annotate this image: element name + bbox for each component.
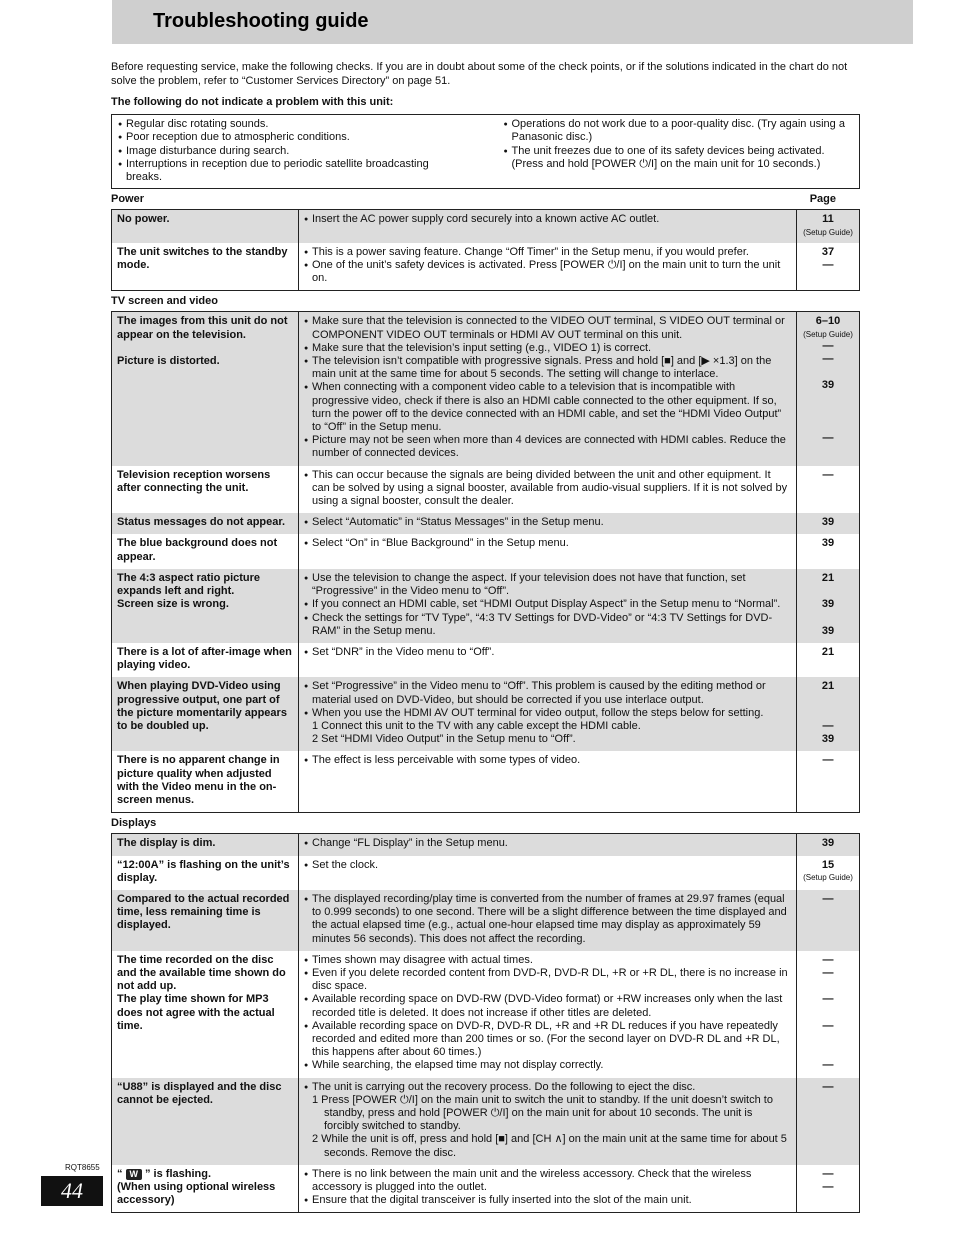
problem-title: There is a lot of after-image when playing video. — [117, 645, 292, 672]
page-ref: 39 — [821, 624, 835, 637]
problem-cell — [112, 856, 299, 890]
page-ref: 37 — [821, 245, 835, 258]
table-row — [112, 856, 860, 890]
solution-item: ● Use the television to change the aspect. If your television does not have that function, set “Progressive” in the Video menu to “Off”. — [304, 572, 791, 598]
solution-item: ● One of the unit’s safety devices is activated. Press [POWER ⏻/I] on the main unit to turn the unit on. — [304, 259, 791, 285]
problem-cell — [112, 643, 299, 677]
problem-title: “12:00A” is flashing on the unit’s display. — [117, 858, 290, 884]
page-ref: 39 — [821, 537, 835, 550]
solution-cell — [299, 751, 797, 812]
solution-cell — [299, 677, 797, 751]
page-cell — [797, 1165, 860, 1213]
table-row — [112, 243, 860, 291]
solution-item: ● Set “DNR” in the Video menu to “Off”. — [304, 646, 791, 659]
page-ref: — — [822, 258, 834, 271]
solution-item: ● There is no link between the main unit and the wireless accessory. Check that the wireless accessory is plugged into the outlet. — [304, 1168, 791, 1194]
table-row — [112, 312, 860, 466]
page-ref: 39 — [821, 837, 835, 850]
solution-item: ● The displayed recording/play time is converted from the number of frames at 29.97 frames (equal to 0.999 seconds) to one second. There will be a slight difference between the time displayed and the actual elapsed time (e.g., actual one-hour elapsed time may display as approximately 59 minutes 56 seconds). This does not affect the recording. — [304, 893, 791, 946]
page-ref-note: (Setup Guide) — [803, 329, 853, 339]
page-spacer — [802, 419, 854, 432]
title-quote-open: “ — [117, 1167, 123, 1180]
page-spacer — [802, 980, 854, 993]
problem-cell — [112, 534, 299, 568]
solution-item: ● Available recording space on DVD-R, DVD-R DL, +R and +R DL reduces if you have repeatedly recorded and edited more than 200 times or so. (For the second layer on DVD-R DL and +R DL, this happens after about 60 times.) — [304, 1020, 791, 1060]
page-ref: 39 — [821, 733, 835, 746]
solution-cell — [299, 1078, 797, 1165]
solution-cell — [299, 834, 797, 856]
page-ref: — — [822, 966, 834, 979]
page-ref: — — [822, 1181, 834, 1194]
table-row — [112, 1165, 860, 1213]
page-ref: — — [822, 1019, 834, 1032]
page-cell — [797, 466, 860, 514]
not-problem-item: ● Operations do not work due to a poor-quality disc. (Try again using a Panasonic disc.) — [504, 118, 854, 144]
solution-item: ● Picture may not be seen when more than 4 devices are connected with HDMI cables. Reduce the number of connected devices. — [304, 434, 791, 460]
problem-title: When playing DVD-Video using progressive output, one part of the picture momentarily appears to be doubled up. — [117, 680, 287, 732]
page-ref: — — [822, 432, 834, 444]
page-ref-note: (Setup Guide) — [803, 872, 853, 882]
power-heading: Power — [111, 193, 145, 206]
not-problem-heading: The following do not indicate a problem with this unit: — [111, 96, 394, 108]
page-ref: — — [822, 1059, 834, 1072]
solution-item: ● If you connect an HDMI cable, set “HDMI Output Display Aspect” in the Setup menu to “Normal”. — [304, 598, 791, 611]
problem-cell — [112, 1165, 299, 1213]
solution-step: 2 Set “HDMI Video Output” in the Setup menu to “Off”. — [312, 733, 576, 746]
problem-title: The play time shown for MP3 does not agree with the actual time. — [117, 993, 275, 1032]
solution-item: ● This is a power saving feature. Change “Off Timer” in the Setup menu, if you would prefer. — [304, 246, 791, 259]
page-cell — [797, 951, 860, 1078]
page-spacer — [802, 392, 854, 405]
table-row — [112, 466, 860, 514]
page-spacer — [802, 707, 854, 720]
page-ref: — — [822, 892, 834, 905]
page-column-label: Page — [809, 193, 836, 206]
problem-title: The blue background does not appear. — [117, 537, 278, 563]
solution-cell — [299, 1165, 797, 1213]
table-row — [112, 569, 860, 643]
page-cell — [797, 534, 860, 568]
table-row — [112, 643, 860, 677]
solution-cell — [299, 243, 797, 291]
problem-title: Status messages do not appear. — [117, 516, 286, 529]
solution-cell — [299, 643, 797, 677]
solution-item: ● Ensure that the digital transceiver is fully inserted into the slot of the main unit. — [304, 1194, 791, 1207]
page-cell — [797, 677, 860, 751]
table-row — [112, 534, 860, 568]
solution-item: ● The effect is less perceivable with some types of video. — [304, 754, 791, 767]
solution-item: ● Available recording space on DVD-RW (DVD-Video format) or +RW increases only when the last recorded title is deleted. It does not increase if other titles are deleted. — [304, 993, 791, 1019]
model-code: RQT8655 — [65, 1163, 100, 1172]
page-ref: — — [822, 339, 834, 352]
page-cell — [797, 1078, 860, 1165]
not-problem-right-column — [504, 118, 854, 184]
problem-title: Television reception worsens after connecting the unit. — [117, 468, 271, 494]
not-problem-item: ● The unit freezes due to one of its safety devices being activated. (Press and hold [POWER ⏻/I] on the main unit for 10 seconds.) — [504, 145, 854, 171]
problem-title: Compared to the actual recorded time, less remaining time is displayed. — [117, 892, 290, 932]
problem-cell — [112, 243, 299, 291]
solution-item: ● Check the settings for “TV Type”, “4:3 TV Settings for DVD-Video” or “4:3 TV Settings for DVD-RAM” in the Setup menu. — [304, 612, 791, 638]
page-spacer — [802, 366, 854, 379]
solution-cell — [299, 513, 797, 534]
solution-step: 1 Press [POWER ⏻/I] on the main unit to switch the unit to standby. If the unit doesn’t switch to standby, press and hold [POWER ⏻/I] on the main unit for about 10 seconds. The unit is forcibly switched to standby. — [312, 1093, 773, 1133]
solution-item: ● Select “On” in “Blue Background” in the Setup menu. — [304, 537, 791, 550]
solution-step: 1 Connect this unit to the TV with any cable except the HDMI cable. — [312, 719, 641, 732]
problem-cell — [112, 210, 299, 243]
problem-cell — [112, 890, 299, 951]
solution-item: ● Times shown may disagree with actual times. — [304, 954, 791, 967]
table-row — [112, 951, 860, 1078]
solution-item: ● While searching, the elapsed time may not display correctly. — [304, 1059, 791, 1072]
power-table — [111, 209, 860, 291]
intro-paragraph: Before requesting service, make the following checks. If you are in doubt about some of the check points, or if the solutions indicated in the chart do not solve the problem, refer to “Customer Services Directory” on page 51. — [111, 61, 848, 87]
displays-heading: Displays — [111, 817, 157, 830]
tv-heading: TV screen and video — [111, 295, 218, 308]
page-ref: 15 — [821, 858, 835, 871]
page-ref: 21 — [821, 571, 835, 584]
page-ref: — — [822, 953, 834, 966]
not-problem-box — [111, 114, 860, 189]
solution-item: ● When you use the HDMI AV OUT terminal for video output, follow the steps below for setting. — [304, 707, 791, 720]
page-cell — [797, 243, 860, 291]
page-ref: 6–10 — [815, 315, 841, 328]
problem-title: “U88” is displayed and the disc cannot be ejected. — [117, 1080, 282, 1106]
problem-title: Picture is distorted. — [117, 354, 220, 367]
tv-section-heading — [111, 295, 860, 308]
problem-cell — [112, 751, 299, 812]
solution-item: ● When connecting with a component video cable to a television that is incompatible with progressive video, check if there is also an HDMI cable connected to the other equipment. If so, turn the power off to the device connected with an HDMI cable, and set the “HDMI Video Output” to “Off” in the Setup menu. — [304, 381, 791, 434]
problem-cell — [112, 1078, 299, 1165]
problem-cell — [112, 677, 299, 751]
problem-title: The time recorded on the disc and the available time shown do not add up. — [117, 953, 286, 993]
solution-cell — [299, 890, 797, 951]
solution-item: ● Insert the AC power supply cord securely into a known active AC outlet. — [304, 213, 791, 226]
page-ref: — — [822, 352, 834, 365]
wireless-indicator-icon: W — [126, 1169, 143, 1180]
page-cell — [797, 312, 860, 466]
not-problem-left-column — [118, 118, 504, 184]
page-spacer — [802, 1046, 854, 1059]
problem-cell — [112, 312, 299, 466]
solution-item: ● Make sure that the television is connected to the VIDEO OUT terminal, S VIDEO OUT terminal or COMPONENT VIDEO OUT terminals or HDMI AV OUT terminal on this unit. — [304, 315, 791, 341]
page-cell — [797, 643, 860, 677]
problem-title — [117, 1168, 293, 1181]
page-ref: 21 — [821, 680, 835, 693]
problem-title: Screen size is wrong. — [117, 598, 229, 611]
solution-cell — [299, 569, 797, 643]
not-problem-item: ● Image disturbance during search. — [118, 145, 468, 158]
not-problem-item: ● Interruptions in reception due to periodic satellite broadcasting breaks. — [118, 158, 468, 184]
page-ref: — — [822, 754, 834, 767]
problem-title: The display is dim. — [117, 837, 216, 850]
page-spacer — [802, 1033, 854, 1046]
solution-item: ● Select “Automatic” in “Status Messages” in the Setup menu. — [304, 516, 791, 529]
page-number: 44 — [41, 1176, 103, 1206]
not-problem-item: ● Poor reception due to atmospheric conditions. — [118, 131, 468, 144]
title-text: ” is flashing. — [145, 1167, 212, 1180]
problem-cell — [112, 569, 299, 643]
problem-title: No power. — [117, 213, 170, 226]
page-cell — [797, 569, 860, 643]
page-spacer — [802, 694, 854, 707]
page-ref: 39 — [821, 379, 835, 392]
solution-cell — [299, 210, 797, 243]
solution-cell — [299, 856, 797, 890]
solution-item: ● This can occur because the signals are being divided between the unit and other equipment. It can be solved by using a signal booster, available from audio-visual suppliers. If it is not solved by using a signal booster, consult the dealer. — [304, 469, 791, 509]
page-ref-note: (Setup Guide) — [803, 227, 853, 237]
page-cell — [797, 834, 860, 856]
solution-item: ● The television isn’t compatible with progressive signals. Press and hold [■] and [▶ ×1.3] on the main unit at the same time for about 5 seconds. The setting will change to interlace. — [304, 355, 791, 381]
power-section-heading — [111, 193, 860, 206]
displays-table — [111, 833, 860, 1213]
problem-cell — [112, 466, 299, 514]
solution-step: 2 While the unit is off, press and hold [■] and [CH ∧] on the main unit at the same time for about 5 seconds. Remove the disc. — [312, 1133, 787, 1159]
page-spacer — [802, 406, 854, 419]
page-ref: 39 — [821, 516, 835, 529]
table-row — [112, 513, 860, 534]
solution-item: ● Even if you delete recorded content from DVD-R, DVD-R DL, +R or +R DL, there is no increase in disc space. — [304, 967, 791, 993]
table-row — [112, 210, 860, 243]
solution-cell — [299, 951, 797, 1078]
problem-title: The unit switches to the standby mode. — [117, 245, 288, 271]
page-ref: — — [822, 719, 834, 732]
problem-title: The 4:3 aspect ratio picture expands left and right. — [117, 571, 261, 598]
solution-item: ● Set the clock. — [304, 859, 791, 872]
page-ref: — — [822, 993, 834, 1006]
solution-cell — [299, 312, 797, 466]
displays-section-heading — [111, 817, 860, 830]
main-content — [111, 61, 860, 1213]
problem-cell — [112, 951, 299, 1078]
page-title: Troubleshooting guide — [153, 10, 369, 32]
problem-cell — [112, 513, 299, 534]
table-row — [112, 751, 860, 812]
problem-title: The images from this unit do not appear on the television. — [117, 315, 288, 341]
not-problem-item: ● Regular disc rotating sounds. — [118, 118, 468, 131]
page-spacer — [802, 611, 854, 624]
solution-cell — [299, 466, 797, 514]
solution-item: ● Make sure that the television’s input setting (e.g., VIDEO 1) is correct. — [304, 342, 791, 355]
problem-subtitle: (When using optional wireless accessory) — [117, 1181, 276, 1207]
solution-item: ● The unit is carrying out the recovery process. Do the following to eject the disc. — [304, 1081, 791, 1094]
solution-item: ● Set “Progressive” in the Video menu to “Off”. This problem is caused by the editing method or material used on DVD-Video, but should be corrected if you use interlace output. — [304, 680, 791, 706]
page-ref: — — [822, 1167, 834, 1180]
problem-cell — [112, 834, 299, 856]
page-ref: 11 — [822, 213, 834, 226]
page-cell — [797, 513, 860, 534]
problem-title: There is no apparent change in picture quality when adjusted with the Video menu in the on-screen menus. — [117, 754, 280, 806]
page-cell — [797, 751, 860, 812]
page-ref: — — [822, 1080, 834, 1093]
page-spacer — [802, 1007, 854, 1020]
page-spacer — [802, 585, 854, 598]
page-cell — [797, 856, 860, 890]
tv-table — [111, 311, 860, 813]
page-cell — [797, 890, 860, 951]
table-row — [112, 834, 860, 856]
solution-cell — [299, 534, 797, 568]
table-row — [112, 890, 860, 951]
page-ref: 39 — [821, 598, 835, 611]
title-bar — [112, 0, 913, 44]
page-cell — [797, 210, 860, 243]
page-ref: — — [822, 468, 834, 481]
solution-item: ● Change “FL Display” in the Setup menu. — [304, 837, 791, 850]
page-ref: 21 — [821, 645, 835, 658]
table-row — [112, 1078, 860, 1165]
table-row — [112, 677, 860, 751]
